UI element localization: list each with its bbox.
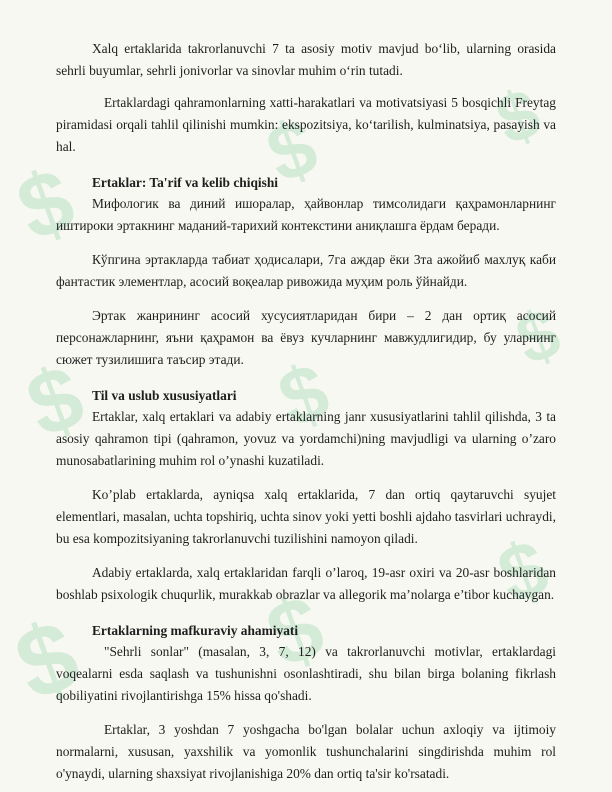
intro-paragraph-1: Xalq ertaklarida takrorlanuvchi 7 ta asosiy motiv mavjud bo‘lib, ularning orasida sehrli buyumlar, sehrli jonivorlar va sinovlar muhim o‘rin tutadi. [56,41,556,78]
section2-paragraph-3: Adabiy ertaklarda, xalq ertaklaridan farqli o’laroq, 19-asr oxiri va 20-asr boshlaridan boshlab psixologik chuqurlik, murakkab obrazlar va allegorik ma’nolarga e’tibor kuchaygan. [56,565,556,602]
svg-text:$: $ [1,598,93,723]
svg-text:$: $ [506,293,570,380]
svg-text:$: $ [267,345,340,445]
section-heading-definition: Ertaklar: Ta'rif va kelib chiqishi [92,175,279,190]
section2-paragraph-1: Ertaklar, xalq ertaklari va adabiy ertaklarning janr xususiyatlarini tahlil qilishda, 3 ta asosiy qahramon tipi (qahramon, yovuz va yordamchi)ning mavjudligi va ularning o’zaro munosabatlarining muhim rol o’ynashi kuzatiladi. [56,409,556,468]
section-heading-ideological-significance: Ertaklarning mafkuraviy ahamiyati [92,623,299,638]
section1-paragraph-3: Эртак жанрининг асосий хусусиятларидан бири – 2 дан ортиқ асосий персонажларнинг, яъни қаҳрамон ва ёвуз кучларнинг мавжудлигидир, бу уларнинг сюжет тузилишига таъсир этади. [56,308,556,367]
svg-text:$: $ [14,346,96,458]
section3-paragraph-2: Ertaklar, 3 yoshdan 7 yoshgacha bo'lgan bolalar uchun axloqiy va ijtimoiy normalarni, xususan, yaxshilik va yomonlik tushunchalarini singdirishda muhim rol o'ynaydi, ularning shaxsiyat rivojlanishiga 20% dan ortiq ta'sir ko'rsatadi. [56,722,556,781]
document-page [56,38,556,785]
section3-paragraph-1: "Sehrli sonlar" (masalan, 3, 7, 12) va takrorlanuvchi motivlar, ertaklardagi voqealarni esda saqlash va tushunishni osonlashtiradi, shu bilan birga bolaning fikrlash qobiliyatini rivojlantirishga 15% hissa qo'shadi. [56,644,556,703]
section2-paragraph-2: Ko’plab ertaklarda, ayniqsa xalq ertaklarida, 7 dan ortiq qaytaruvchi syujet elementlari, masalan, uchta topshiriq, uchta sinov yoki yetti boshli ajdaho tasvirlari uchraydi, bu esa kompozitsiyaning takrorlanuvchi tuzilishini namoyon qiladi. [56,487,556,546]
svg-text:$: $ [5,149,87,261]
intro-paragraph-2: Ertaklardagi qahramonlarning xatti-harakatlari va motivatsiyasi 5 bosqichli Freytag piramidasi orqali tahlil qilinishi mumkin: ekspozitsiya, ko‘tarilish, kulminatsiya, pasayish va hal. [56,95,556,154]
section-heading-language-style: Til va uslub xususiyatlari [92,388,237,403]
section1-paragraph-2: Кўпгина эртакларда табиат ҳодисалари, 7га аждар ёки 3та ажойиб махлуқ каби фантастик элементлар, асосий воқеалар ривожида муҳим роль ўйнайди. [56,252,556,289]
svg-text:$: $ [486,73,550,160]
svg-text:$: $ [486,522,560,622]
section1-paragraph-1: Мифологик ва диний ишоралар, ҳайвонлар тимсолидаги қаҳрамонларнинг иштироки эртакнинг маданий-тарихий контекстини аниқлашга ёрдам беради. [56,196,556,233]
svg-text:$: $ [255,100,328,200]
svg-text:$: $ [254,576,336,688]
